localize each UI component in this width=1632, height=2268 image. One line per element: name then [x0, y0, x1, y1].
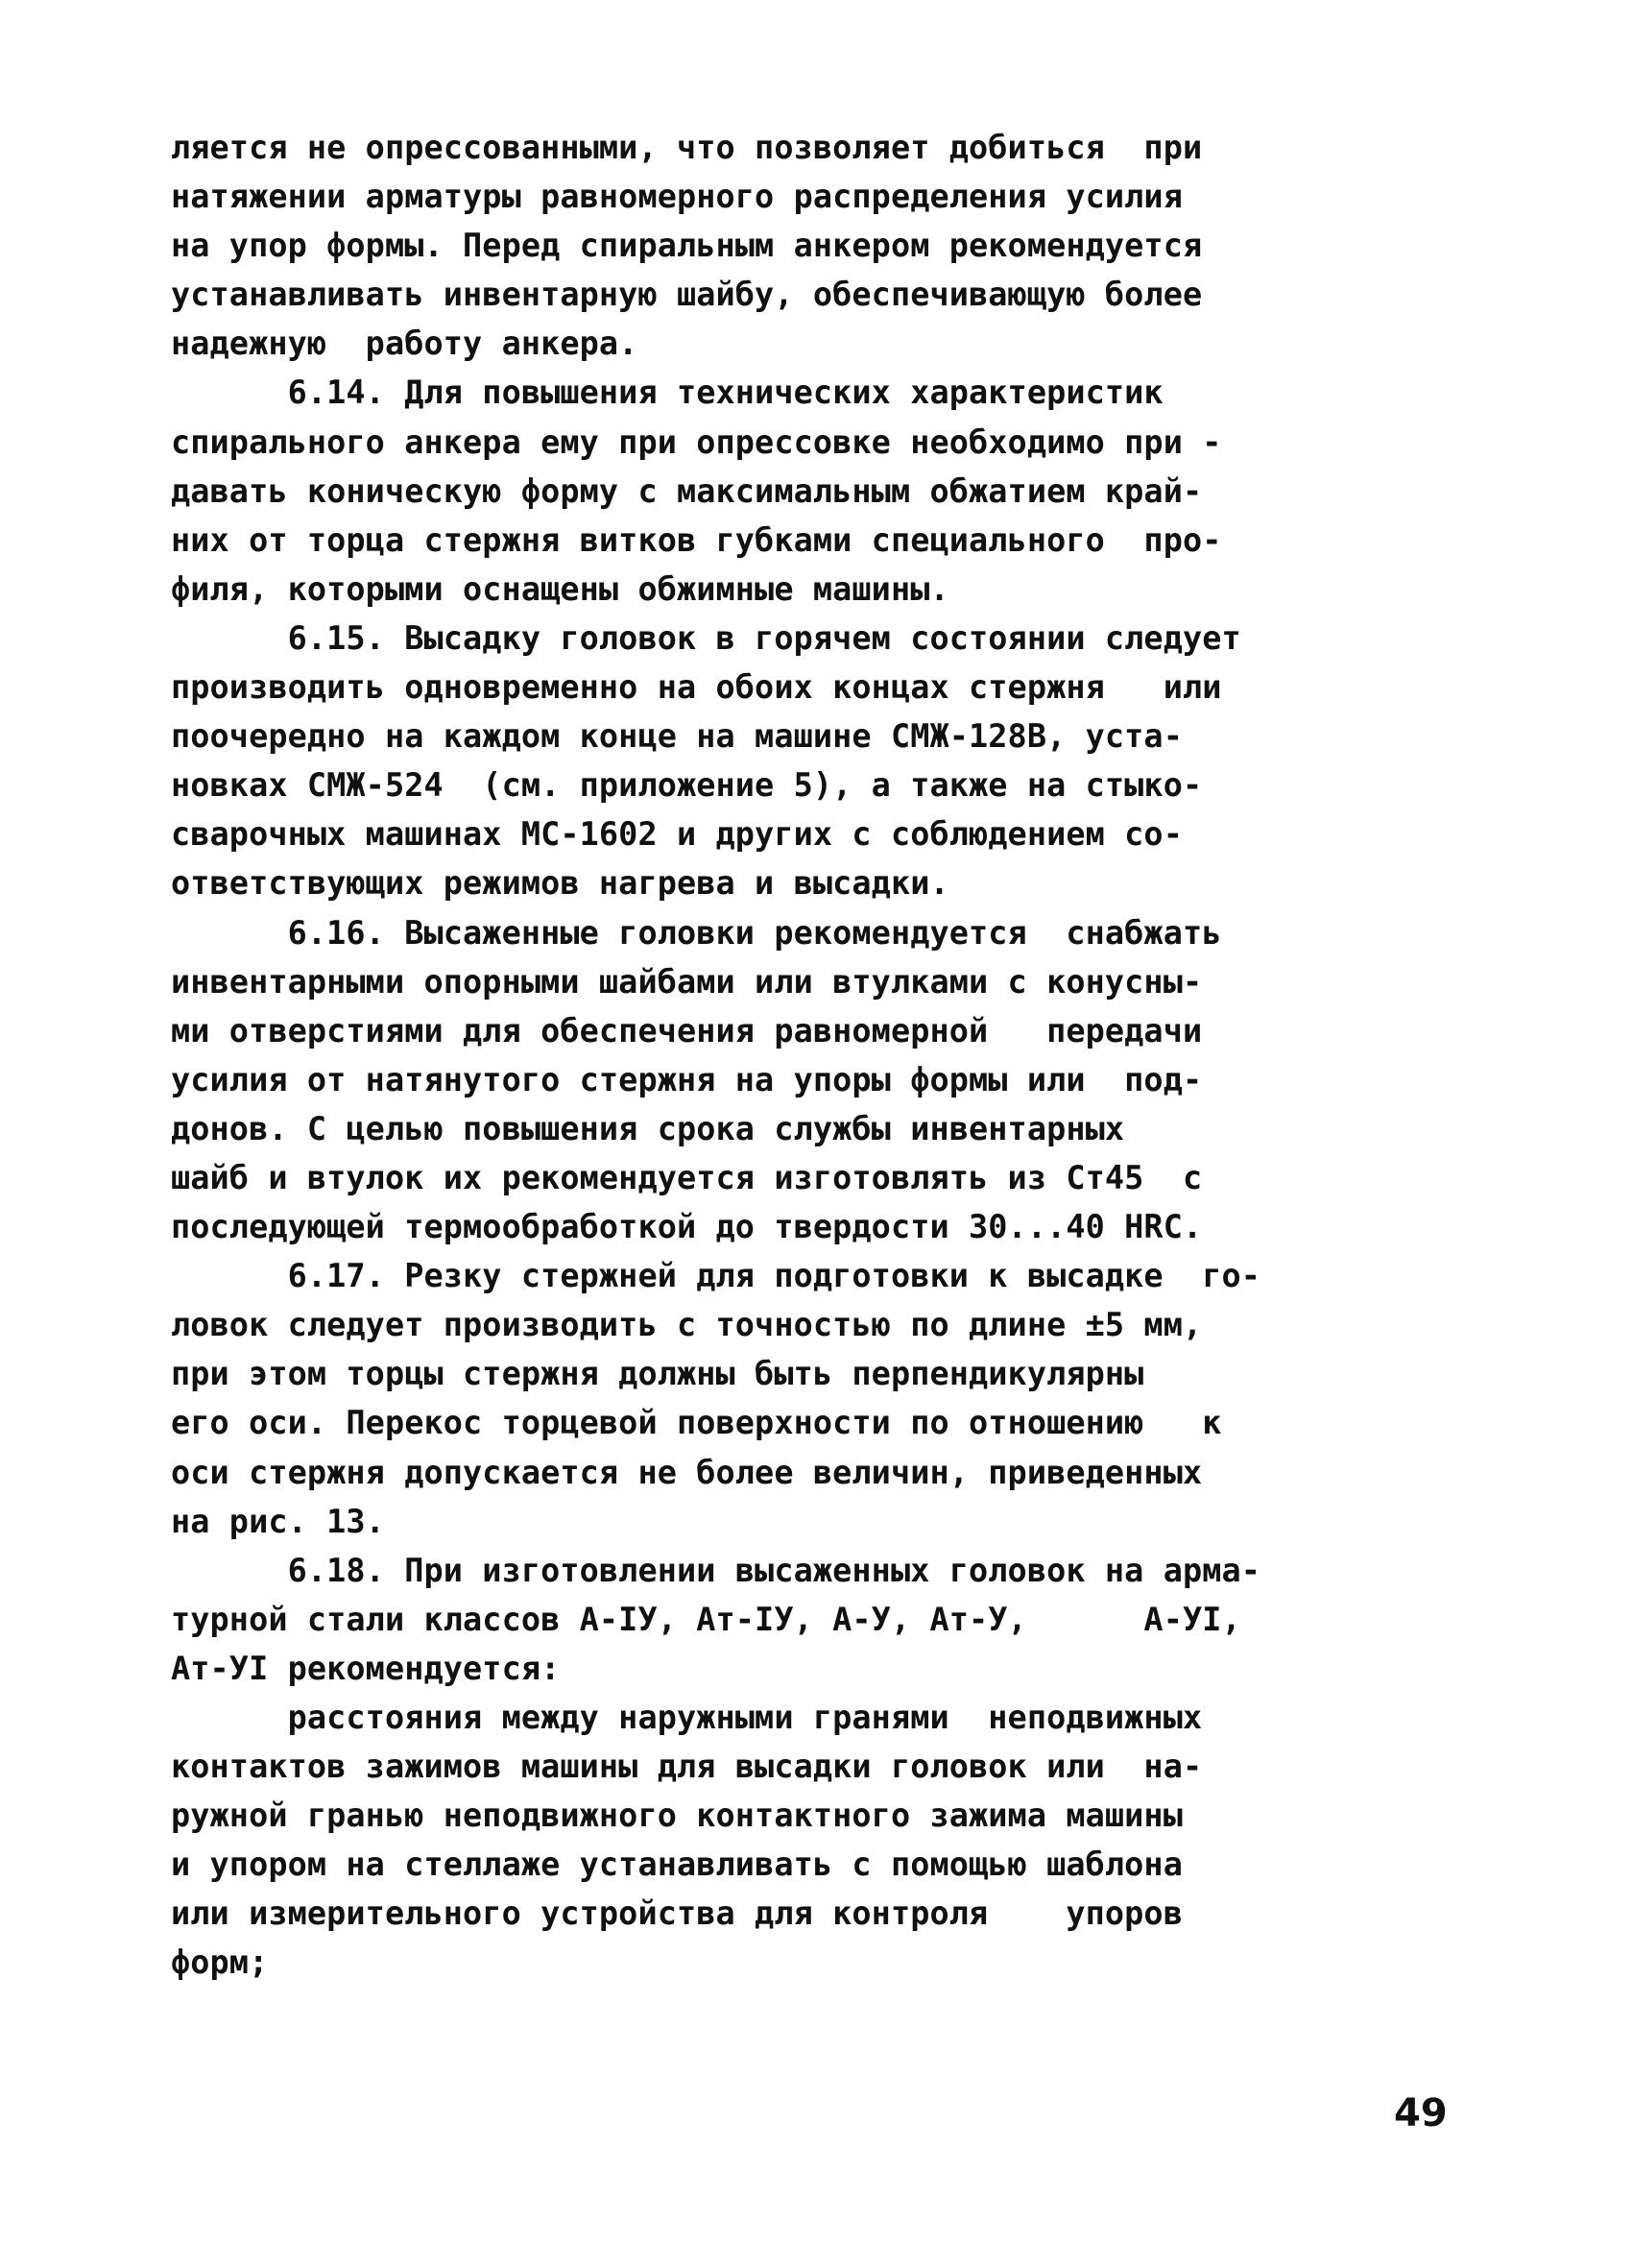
paragraph-6-18-start: 6.18. При изготовлении высаженных головок на арма-	[171, 1551, 1261, 1589]
text-line: надежную работу анкера.	[171, 325, 638, 363]
text-line: при этом торцы стержня должны быть перпендикулярны	[171, 1355, 1144, 1393]
text-line: ружной гранью неподвижного контактного зажима машины	[171, 1797, 1183, 1835]
text-line: филя, которыми оснащены обжимные машины.	[171, 569, 949, 608]
text-line: сварочных машинах МС-1602 и других с соблюдением со-	[171, 815, 1183, 854]
text-line: натяжении арматуры равномерного распределения усилия	[171, 178, 1183, 216]
text-line: контактов зажимов машины для высадки головок или на-	[171, 1748, 1203, 1786]
text-line: них от торца стержня витков губками специального про-	[171, 520, 1222, 559]
text-line: ляется не опрессованными, что позволяет добиться при	[171, 129, 1203, 166]
paragraph-6-14-start: 6.14. Для повышения технических характеристик	[171, 374, 1164, 412]
text-line: последующей термообработкой до твердости 30...40 НRС.	[171, 1208, 1203, 1246]
text-line: усилия от натянутого стержня на упоры формы или под-	[171, 1060, 1203, 1098]
text-line: или измерительного устройства для контроля упоров	[171, 1894, 1183, 1933]
text-line: ловок следует производить с точностью по длине ±5 мм,	[171, 1306, 1203, 1344]
text-line: форм;	[171, 1943, 269, 1982]
text-line: на упор формы. Перед спиральным анкером рекомендуется	[171, 227, 1203, 265]
text-line: давать коническую форму с максимальным обжатием край-	[171, 471, 1203, 510]
text-line: новках СМЖ-524 (см. приложение 5), а также на стыко-	[171, 766, 1203, 805]
text-line: шайб и втулок их рекомендуется изготовлять из Ст45 с	[171, 1158, 1203, 1196]
body-text	[171, 123, 1462, 1988]
text-line: ми отверстиями для обеспечения равномерной передачи	[171, 1011, 1203, 1050]
text-line: турной стали классов А-IУ, Ат-IУ, А-У, Ат-У, А-УI,	[171, 1600, 1241, 1638]
text-line: Ат-УI рекомендуется:	[171, 1649, 561, 1687]
text-line: инвентарными опорными шайбами или втулками с конусны-	[171, 962, 1203, 1001]
paragraph-6-15-start: 6.15. Высадку головок в горячем состоянии следует	[171, 618, 1241, 657]
text-line: ответствующих режимов нагрева и высадки.	[171, 864, 949, 903]
text-line: поочередно на каждом конце на машине СМЖ-128В, уста-	[171, 717, 1183, 756]
paragraph-6-17-start: 6.17. Резку стержней для подготовки к высадке го-	[171, 1257, 1261, 1295]
paragraph-6-16-start: 6.16. Высаженные головки рекомендуется снабжать	[171, 913, 1222, 952]
text-line: расстояния между наружными гранями неподвижных	[171, 1699, 1203, 1736]
text-line: и упором на стеллаже устанавливать с помощью шаблона	[171, 1846, 1183, 1884]
text-line: устанавливать инвентарную шайбу, обеспечивающую более	[171, 276, 1203, 314]
text-line: на рис. 13.	[171, 1502, 385, 1540]
text-line: донов. С целью повышения срока службы инвентарных	[171, 1109, 1125, 1147]
text-line: производить одновременно на обоих концах стержня или	[171, 668, 1222, 707]
text-line: его оси. Перекос торцевой поверхности по отношению к	[171, 1404, 1222, 1442]
page-number: 49	[1394, 2091, 1448, 2135]
text-line: оси стержня допускается не более величин, приведенных	[171, 1453, 1203, 1491]
text-line: спирального анкера ему при опрессовке необходимо при -	[171, 422, 1222, 461]
